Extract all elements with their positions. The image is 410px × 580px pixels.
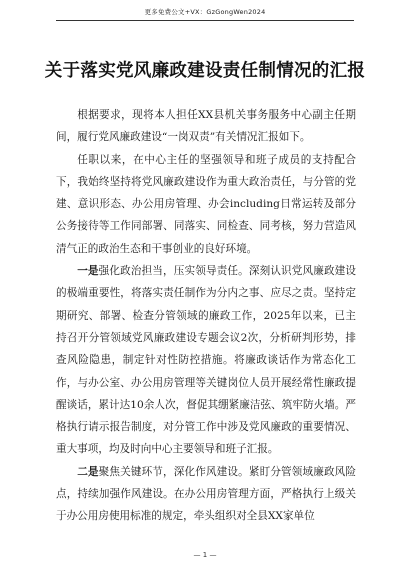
- document-body: [56, 104, 356, 528]
- paragraph-text: 根据要求，现将本人担任XX县机关事务服务中心副主任期间，履行党风廉政建设“一岗双责”有关情况汇报如下。: [56, 109, 356, 144]
- paragraph-lead: 二是: [77, 465, 99, 478]
- paragraph-intro: [56, 104, 356, 149]
- document-title: 关于落实党风廉政建设责任制情况的汇报: [44, 61, 366, 81]
- paragraph-point-one: [56, 260, 356, 461]
- paragraph-lead: 一是: [77, 265, 99, 278]
- paragraph-text: 任职以来，在中心主任的坚强领导和班子成员的支持配合下，我始终坚持将党风廉政建设作为重大政治责任，与分管的党建、意识形态、办公用房管理、办会including日常运转及部分公务接待等工作同部署、同落实、同检查、同考核，努力营造风清气正的政治生态和干事创业的良好环境。: [56, 153, 356, 255]
- paragraph-text: 聚焦关键环节，深化作风建设。紧盯分管领域廉政风险点，持续加强作风建设。在办公用房管理方面，严格执行上级关于办公用房使用标准的规定，牵头组织对全县XX家单位: [56, 465, 357, 523]
- page-number: — 1 —: [193, 551, 217, 559]
- header-divider: [56, 20, 354, 21]
- paragraph-overview: [56, 149, 356, 260]
- header-note: 更多免费公文+VX：GzGongWen2024: [144, 8, 266, 16]
- paragraph-point-two: [56, 461, 356, 528]
- paragraph-text: 强化政治担当，压实领导责任。深刻认识党风廉政建设的极端重要性，将落实责任制作为分内之事、应尽之责。坚持定期研究、部署、检查分管领域的廉政工作，2025年以来，已主持召开分管领域党风廉政建设专题会议2次，分析研判形势，排查风险隐患，制定针对性防控措施。将廉政谈话作为常态化工作，与办公室、办公用房管理等关键岗位人员开展经常性廉政提醒谈话，累计达10余人次，督促其绷紧廉洁弦、筑牢防火墙。严格执行请示报告制度，对分管工作中涉及党风廉政的重要情况、重大事项，均及时向中心主要领导和班子汇报。: [56, 265, 357, 456]
